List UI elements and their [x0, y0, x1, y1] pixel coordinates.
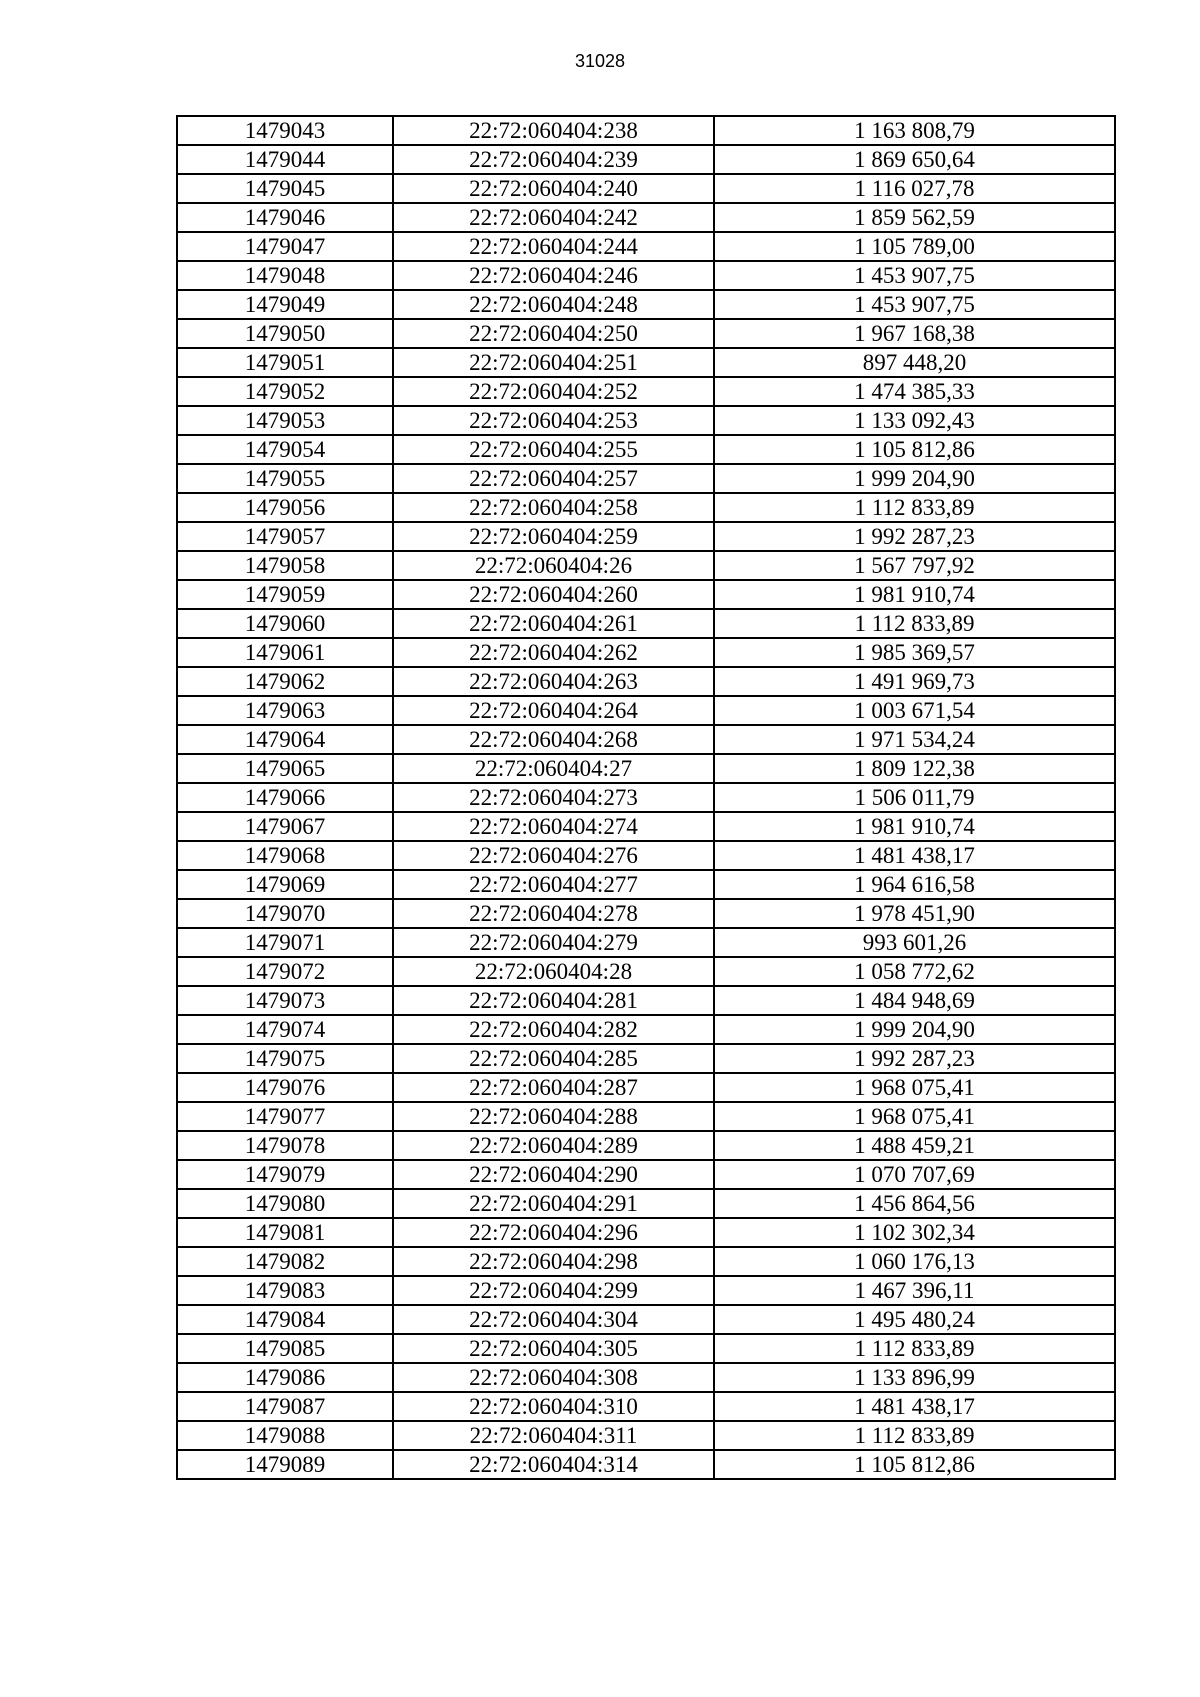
table-row	[177, 928, 1115, 957]
row-number-cell: 1479077	[177, 1102, 393, 1131]
cadastral-number-cell: 22:72:060404:299	[393, 1276, 714, 1305]
cadastral-number-cell: 22:72:060404:257	[393, 464, 714, 493]
table-row	[177, 319, 1115, 348]
cadastral-number-cell: 22:72:060404:262	[393, 638, 714, 667]
cadastral-value-cell: 1 488 459,21	[714, 1131, 1115, 1160]
cadastral-number-cell: 22:72:060404:250	[393, 319, 714, 348]
cadastral-number-cell: 22:72:060404:242	[393, 203, 714, 232]
table-row	[177, 348, 1115, 377]
cadastral-number-cell: 22:72:060404:273	[393, 783, 714, 812]
cadastral-number-cell: 22:72:060404:260	[393, 580, 714, 609]
table-row	[177, 522, 1115, 551]
cadastral-number-cell: 22:72:060404:282	[393, 1015, 714, 1044]
table-row	[177, 1189, 1115, 1218]
cadastral-number-cell: 22:72:060404:281	[393, 986, 714, 1015]
row-number-cell: 1479083	[177, 1276, 393, 1305]
row-number-cell: 1479046	[177, 203, 393, 232]
table-row	[177, 1421, 1115, 1450]
row-number-cell: 1479057	[177, 522, 393, 551]
table-row	[177, 290, 1115, 319]
cadastral-value-cell: 897 448,20	[714, 348, 1115, 377]
cadastral-number-cell: 22:72:060404:311	[393, 1421, 714, 1450]
table-row	[177, 1160, 1115, 1189]
cadastral-value-cell: 1 070 707,69	[714, 1160, 1115, 1189]
row-number-cell: 1479076	[177, 1073, 393, 1102]
cadastral-value-cell: 1 105 812,86	[714, 435, 1115, 464]
cadastral-number-cell: 22:72:060404:296	[393, 1218, 714, 1247]
cadastral-value-cell: 1 985 369,57	[714, 638, 1115, 667]
table-row	[177, 232, 1115, 261]
cadastral-value-cell: 1 105 812,86	[714, 1450, 1115, 1479]
table-row	[177, 667, 1115, 696]
cadastral-number-cell: 22:72:060404:258	[393, 493, 714, 522]
cadastral-number-cell: 22:72:060404:240	[393, 174, 714, 203]
page-number: 31028	[574, 51, 626, 71]
row-number-cell: 1479072	[177, 957, 393, 986]
table-row	[177, 957, 1115, 986]
cadastral-number-cell: 22:72:060404:291	[393, 1189, 714, 1218]
cadastral-value-cell: 1 809 122,38	[714, 754, 1115, 783]
cadastral-number-cell: 22:72:060404:298	[393, 1247, 714, 1276]
row-number-cell: 1479054	[177, 435, 393, 464]
cadastral-value-cell: 1 003 671,54	[714, 696, 1115, 725]
cadastral-number-cell: 22:72:060404:305	[393, 1334, 714, 1363]
row-number-cell: 1479061	[177, 638, 393, 667]
table-row	[177, 203, 1115, 232]
cadastral-value-cell: 1 964 616,58	[714, 870, 1115, 899]
cadastral-value-cell: 1 981 910,74	[714, 812, 1115, 841]
cadastral-value-cell: 1 058 772,62	[714, 957, 1115, 986]
row-number-cell: 1479078	[177, 1131, 393, 1160]
row-number-cell: 1479059	[177, 580, 393, 609]
row-number-cell: 1479064	[177, 725, 393, 754]
cadastral-value-cell: 1 967 168,38	[714, 319, 1115, 348]
cadastral-value-cell: 1 484 948,69	[714, 986, 1115, 1015]
table-row	[177, 1102, 1115, 1131]
cadastral-number-cell: 22:72:060404:252	[393, 377, 714, 406]
cadastral-value-cell: 1 467 396,11	[714, 1276, 1115, 1305]
cadastral-number-cell: 22:72:060404:248	[393, 290, 714, 319]
row-number-cell: 1479089	[177, 1450, 393, 1479]
row-number-cell: 1479073	[177, 986, 393, 1015]
table-row	[177, 1247, 1115, 1276]
cadastral-value-cell: 1 968 075,41	[714, 1073, 1115, 1102]
cadastral-number-cell: 22:72:060404:246	[393, 261, 714, 290]
cadastral-number-cell: 22:72:060404:26	[393, 551, 714, 580]
cadastral-value-cell: 1 112 833,89	[714, 1421, 1115, 1450]
cadastral-number-cell: 22:72:060404:264	[393, 696, 714, 725]
cadastral-value-cell: 1 869 650,64	[714, 145, 1115, 174]
row-number-cell: 1479075	[177, 1044, 393, 1073]
table-row	[177, 696, 1115, 725]
row-number-cell: 1479088	[177, 1421, 393, 1450]
cadastral-value-cell: 1 999 204,90	[714, 464, 1115, 493]
table-row	[177, 870, 1115, 899]
cadastral-number-cell: 22:72:060404:238	[393, 116, 714, 145]
row-number-cell: 1479066	[177, 783, 393, 812]
table-row	[177, 1305, 1115, 1334]
table-row	[177, 116, 1115, 145]
cadastral-number-cell: 22:72:060404:268	[393, 725, 714, 754]
cadastral-value-cell: 1 453 907,75	[714, 290, 1115, 319]
cadastral-value-cell: 1 859 562,59	[714, 203, 1115, 232]
cadastral-number-cell: 22:72:060404:289	[393, 1131, 714, 1160]
row-number-cell: 1479047	[177, 232, 393, 261]
row-number-cell: 1479053	[177, 406, 393, 435]
cadastral-value-cell: 1 116 027,78	[714, 174, 1115, 203]
row-number-cell: 1479084	[177, 1305, 393, 1334]
table-row	[177, 377, 1115, 406]
cadastral-value-cell: 1 978 451,90	[714, 899, 1115, 928]
cadastral-value-table	[176, 115, 1116, 1480]
table-row	[177, 1334, 1115, 1363]
table-row	[177, 609, 1115, 638]
cadastral-value-cell: 1 981 910,74	[714, 580, 1115, 609]
table-body	[177, 116, 1115, 1479]
table-row	[177, 1392, 1115, 1421]
row-number-cell: 1479087	[177, 1392, 393, 1421]
table-row	[177, 145, 1115, 174]
cadastral-value-cell: 1 481 438,17	[714, 1392, 1115, 1421]
cadastral-number-cell: 22:72:060404:308	[393, 1363, 714, 1392]
cadastral-number-cell: 22:72:060404:304	[393, 1305, 714, 1334]
row-number-cell: 1479081	[177, 1218, 393, 1247]
table-row	[177, 1015, 1115, 1044]
table-row	[177, 841, 1115, 870]
cadastral-value-cell: 1 992 287,23	[714, 522, 1115, 551]
cadastral-value-cell: 1 992 287,23	[714, 1044, 1115, 1073]
cadastral-value-cell: 993 601,26	[714, 928, 1115, 957]
cadastral-number-cell: 22:72:060404:314	[393, 1450, 714, 1479]
cadastral-number-cell: 22:72:060404:239	[393, 145, 714, 174]
row-number-cell: 1479049	[177, 290, 393, 319]
cadastral-number-cell: 22:72:060404:277	[393, 870, 714, 899]
table-row	[177, 783, 1115, 812]
row-number-cell: 1479050	[177, 319, 393, 348]
row-number-cell: 1479069	[177, 870, 393, 899]
row-number-cell: 1479045	[177, 174, 393, 203]
cadastral-value-cell: 1 495 480,24	[714, 1305, 1115, 1334]
cadastral-value-cell: 1 060 176,13	[714, 1247, 1115, 1276]
cadastral-value-cell: 1 112 833,89	[714, 609, 1115, 638]
cadastral-number-cell: 22:72:060404:279	[393, 928, 714, 957]
table-row	[177, 1218, 1115, 1247]
table-row	[177, 406, 1115, 435]
cadastral-value-cell: 1 133 896,99	[714, 1363, 1115, 1392]
row-number-cell: 1479056	[177, 493, 393, 522]
table-row	[177, 1044, 1115, 1073]
table-row	[177, 899, 1115, 928]
row-number-cell: 1479080	[177, 1189, 393, 1218]
cadastral-number-cell: 22:72:060404:255	[393, 435, 714, 464]
row-number-cell: 1479060	[177, 609, 393, 638]
row-number-cell: 1479063	[177, 696, 393, 725]
cadastral-value-cell: 1 968 075,41	[714, 1102, 1115, 1131]
table-row	[177, 551, 1115, 580]
row-number-cell: 1479071	[177, 928, 393, 957]
row-number-cell: 1479062	[177, 667, 393, 696]
table-row	[177, 1276, 1115, 1305]
table-row	[177, 725, 1115, 754]
table-row	[177, 812, 1115, 841]
row-number-cell: 1479074	[177, 1015, 393, 1044]
table-row	[177, 986, 1115, 1015]
table-row	[177, 1131, 1115, 1160]
cadastral-number-cell: 22:72:060404:274	[393, 812, 714, 841]
cadastral-value-cell: 1 102 302,34	[714, 1218, 1115, 1247]
cadastral-number-cell: 22:72:060404:276	[393, 841, 714, 870]
cadastral-value-cell: 1 112 833,89	[714, 493, 1115, 522]
cadastral-value-cell: 1 474 385,33	[714, 377, 1115, 406]
cadastral-number-cell: 22:72:060404:244	[393, 232, 714, 261]
table-row	[177, 1450, 1115, 1479]
cadastral-number-cell: 22:72:060404:310	[393, 1392, 714, 1421]
cadastral-value-cell: 1 506 011,79	[714, 783, 1115, 812]
row-number-cell: 1479070	[177, 899, 393, 928]
cadastral-value-cell: 1 491 969,73	[714, 667, 1115, 696]
cadastral-number-cell: 22:72:060404:27	[393, 754, 714, 783]
cadastral-number-cell: 22:72:060404:287	[393, 1073, 714, 1102]
cadastral-number-cell: 22:72:060404:290	[393, 1160, 714, 1189]
table-row	[177, 580, 1115, 609]
cadastral-value-cell: 1 105 789,00	[714, 232, 1115, 261]
cadastral-number-cell: 22:72:060404:263	[393, 667, 714, 696]
row-number-cell: 1479065	[177, 754, 393, 783]
row-number-cell: 1479067	[177, 812, 393, 841]
cadastral-value-cell: 1 567 797,92	[714, 551, 1115, 580]
row-number-cell: 1479052	[177, 377, 393, 406]
cadastral-number-cell: 22:72:060404:261	[393, 609, 714, 638]
table-row	[177, 1363, 1115, 1392]
table-row	[177, 493, 1115, 522]
cadastral-number-cell: 22:72:060404:251	[393, 348, 714, 377]
table-row	[177, 754, 1115, 783]
cadastral-value-cell: 1 112 833,89	[714, 1334, 1115, 1363]
table-row	[177, 174, 1115, 203]
cadastral-value-cell: 1 971 534,24	[714, 725, 1115, 754]
row-number-cell: 1479082	[177, 1247, 393, 1276]
row-number-cell: 1479055	[177, 464, 393, 493]
cadastral-number-cell: 22:72:060404:28	[393, 957, 714, 986]
row-number-cell: 1479044	[177, 145, 393, 174]
cadastral-value-cell: 1 999 204,90	[714, 1015, 1115, 1044]
cadastral-number-cell: 22:72:060404:288	[393, 1102, 714, 1131]
row-number-cell: 1479085	[177, 1334, 393, 1363]
cadastral-number-cell: 22:72:060404:285	[393, 1044, 714, 1073]
cadastral-value-cell: 1 456 864,56	[714, 1189, 1115, 1218]
cadastral-number-cell: 22:72:060404:259	[393, 522, 714, 551]
table-row	[177, 261, 1115, 290]
cadastral-number-cell: 22:72:060404:278	[393, 899, 714, 928]
row-number-cell: 1479051	[177, 348, 393, 377]
row-number-cell: 1479043	[177, 116, 393, 145]
table-row	[177, 464, 1115, 493]
table-row	[177, 1073, 1115, 1102]
cadastral-value-cell: 1 453 907,75	[714, 261, 1115, 290]
row-number-cell: 1479058	[177, 551, 393, 580]
table-row	[177, 435, 1115, 464]
table-row	[177, 638, 1115, 667]
cadastral-value-cell: 1 163 808,79	[714, 116, 1115, 145]
cadastral-value-cell: 1 133 092,43	[714, 406, 1115, 435]
cadastral-number-cell: 22:72:060404:253	[393, 406, 714, 435]
row-number-cell: 1479086	[177, 1363, 393, 1392]
row-number-cell: 1479079	[177, 1160, 393, 1189]
cadastral-value-cell: 1 481 438,17	[714, 841, 1115, 870]
row-number-cell: 1479068	[177, 841, 393, 870]
row-number-cell: 1479048	[177, 261, 393, 290]
